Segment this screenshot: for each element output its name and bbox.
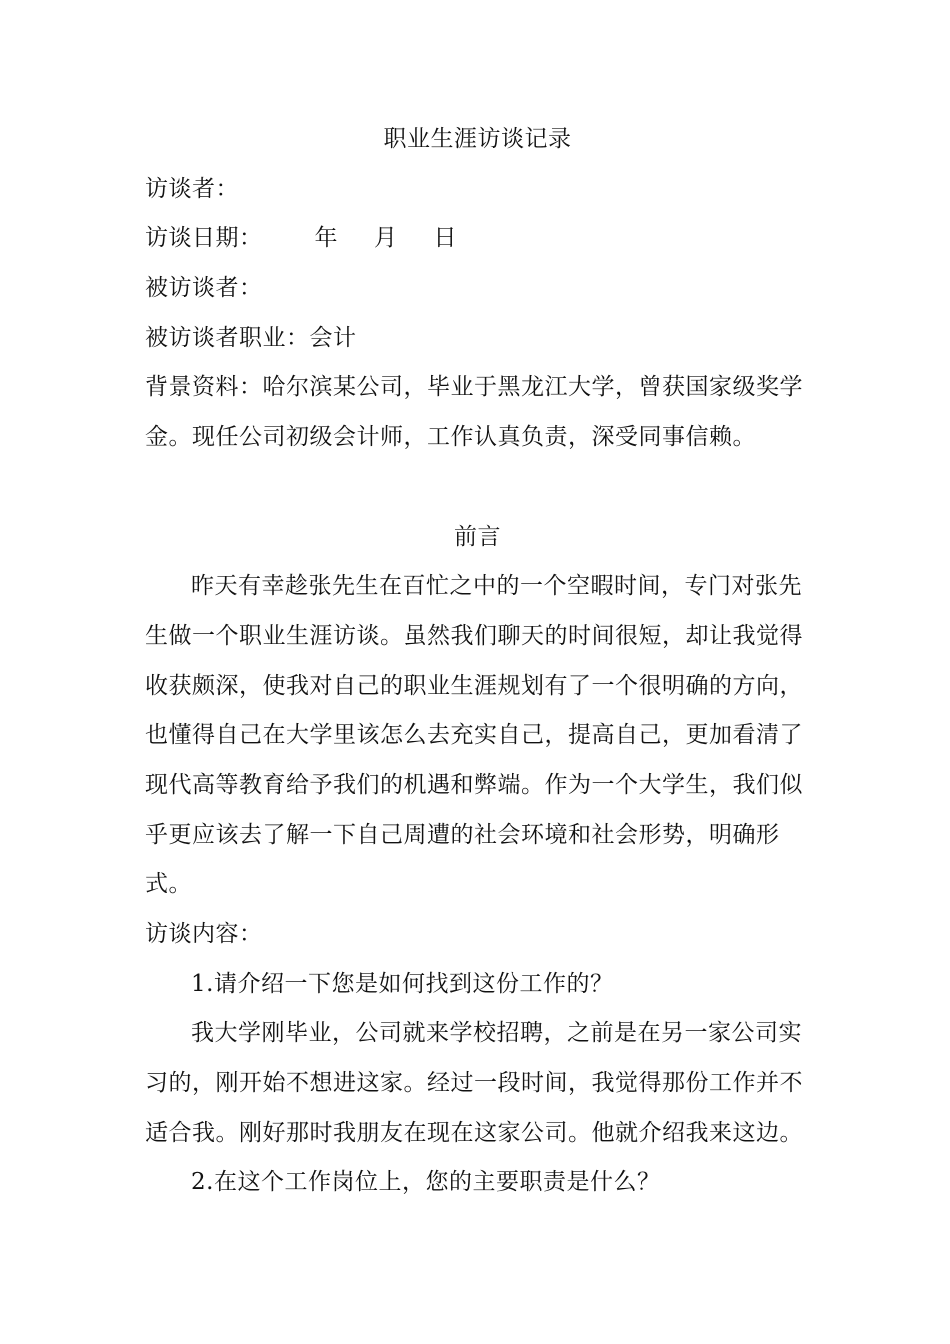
preface-line: 式。: [145, 871, 192, 898]
answer-1-line: 适合我。刚好那时我朋友在现在这家公司。他就介绍我来这边。: [145, 1119, 803, 1146]
document-body: [145, 115, 810, 1208]
date-label: 访谈日期：: [145, 225, 263, 252]
document-title: 职业生涯访谈记录: [383, 126, 572, 152]
interviewee-field: 被访谈者：: [145, 275, 263, 302]
interviewer-field: 访谈者：: [145, 175, 239, 202]
question-2: 2.在这个工作岗位上，您的主要职责是什么？: [191, 1169, 661, 1196]
interview-date-field: [145, 214, 810, 264]
date-month: 月: [374, 225, 398, 252]
preface-line: 昨天有幸趁张先生在百忙之中的一个空暇时间，专门对张先: [191, 573, 802, 600]
answer-1-line: 我大学刚毕业，公司就来学校招聘，之前是在另一家公司实: [191, 1020, 802, 1047]
preface-heading: 前言: [454, 523, 501, 550]
question-1: 1.请介绍一下您是如何找到这份工作的？: [191, 970, 614, 997]
preface-line: 收获颇深，使我对自己的职业生涯规划有了一个很明确的方向，: [145, 672, 803, 699]
date-year: 年: [314, 225, 338, 252]
preface-line: 现代高等教育给予我们的机遇和弊端。作为一个大学生，我们似: [145, 771, 803, 798]
spacer: [145, 463, 810, 513]
date-day: 日: [433, 225, 457, 252]
occupation-field: 被访谈者职业：会计: [145, 324, 357, 351]
preface-line: 乎更应该去了解一下自己周遭的社会环境和社会形势，明确形: [145, 821, 780, 848]
interview-heading: 访谈内容：: [145, 921, 263, 947]
preface-line: 生做一个职业生涯访谈。虽然我们聊天的时间很短，却让我觉得: [145, 622, 803, 649]
answer-1-line: 习的，刚开始不想进这家。经过一段时间，我觉得那份工作并不: [145, 1070, 803, 1097]
background-line: 背景资料：哈尔滨某公司，毕业于黑龙江大学，曾获国家级奖学: [145, 374, 803, 401]
background-line: 金。现任公司初级会计师，工作认真负责，深受同事信赖。: [145, 424, 756, 451]
preface-line: 也懂得自己在大学里该怎么去充实自己，提高自己，更加看清了: [145, 722, 803, 749]
